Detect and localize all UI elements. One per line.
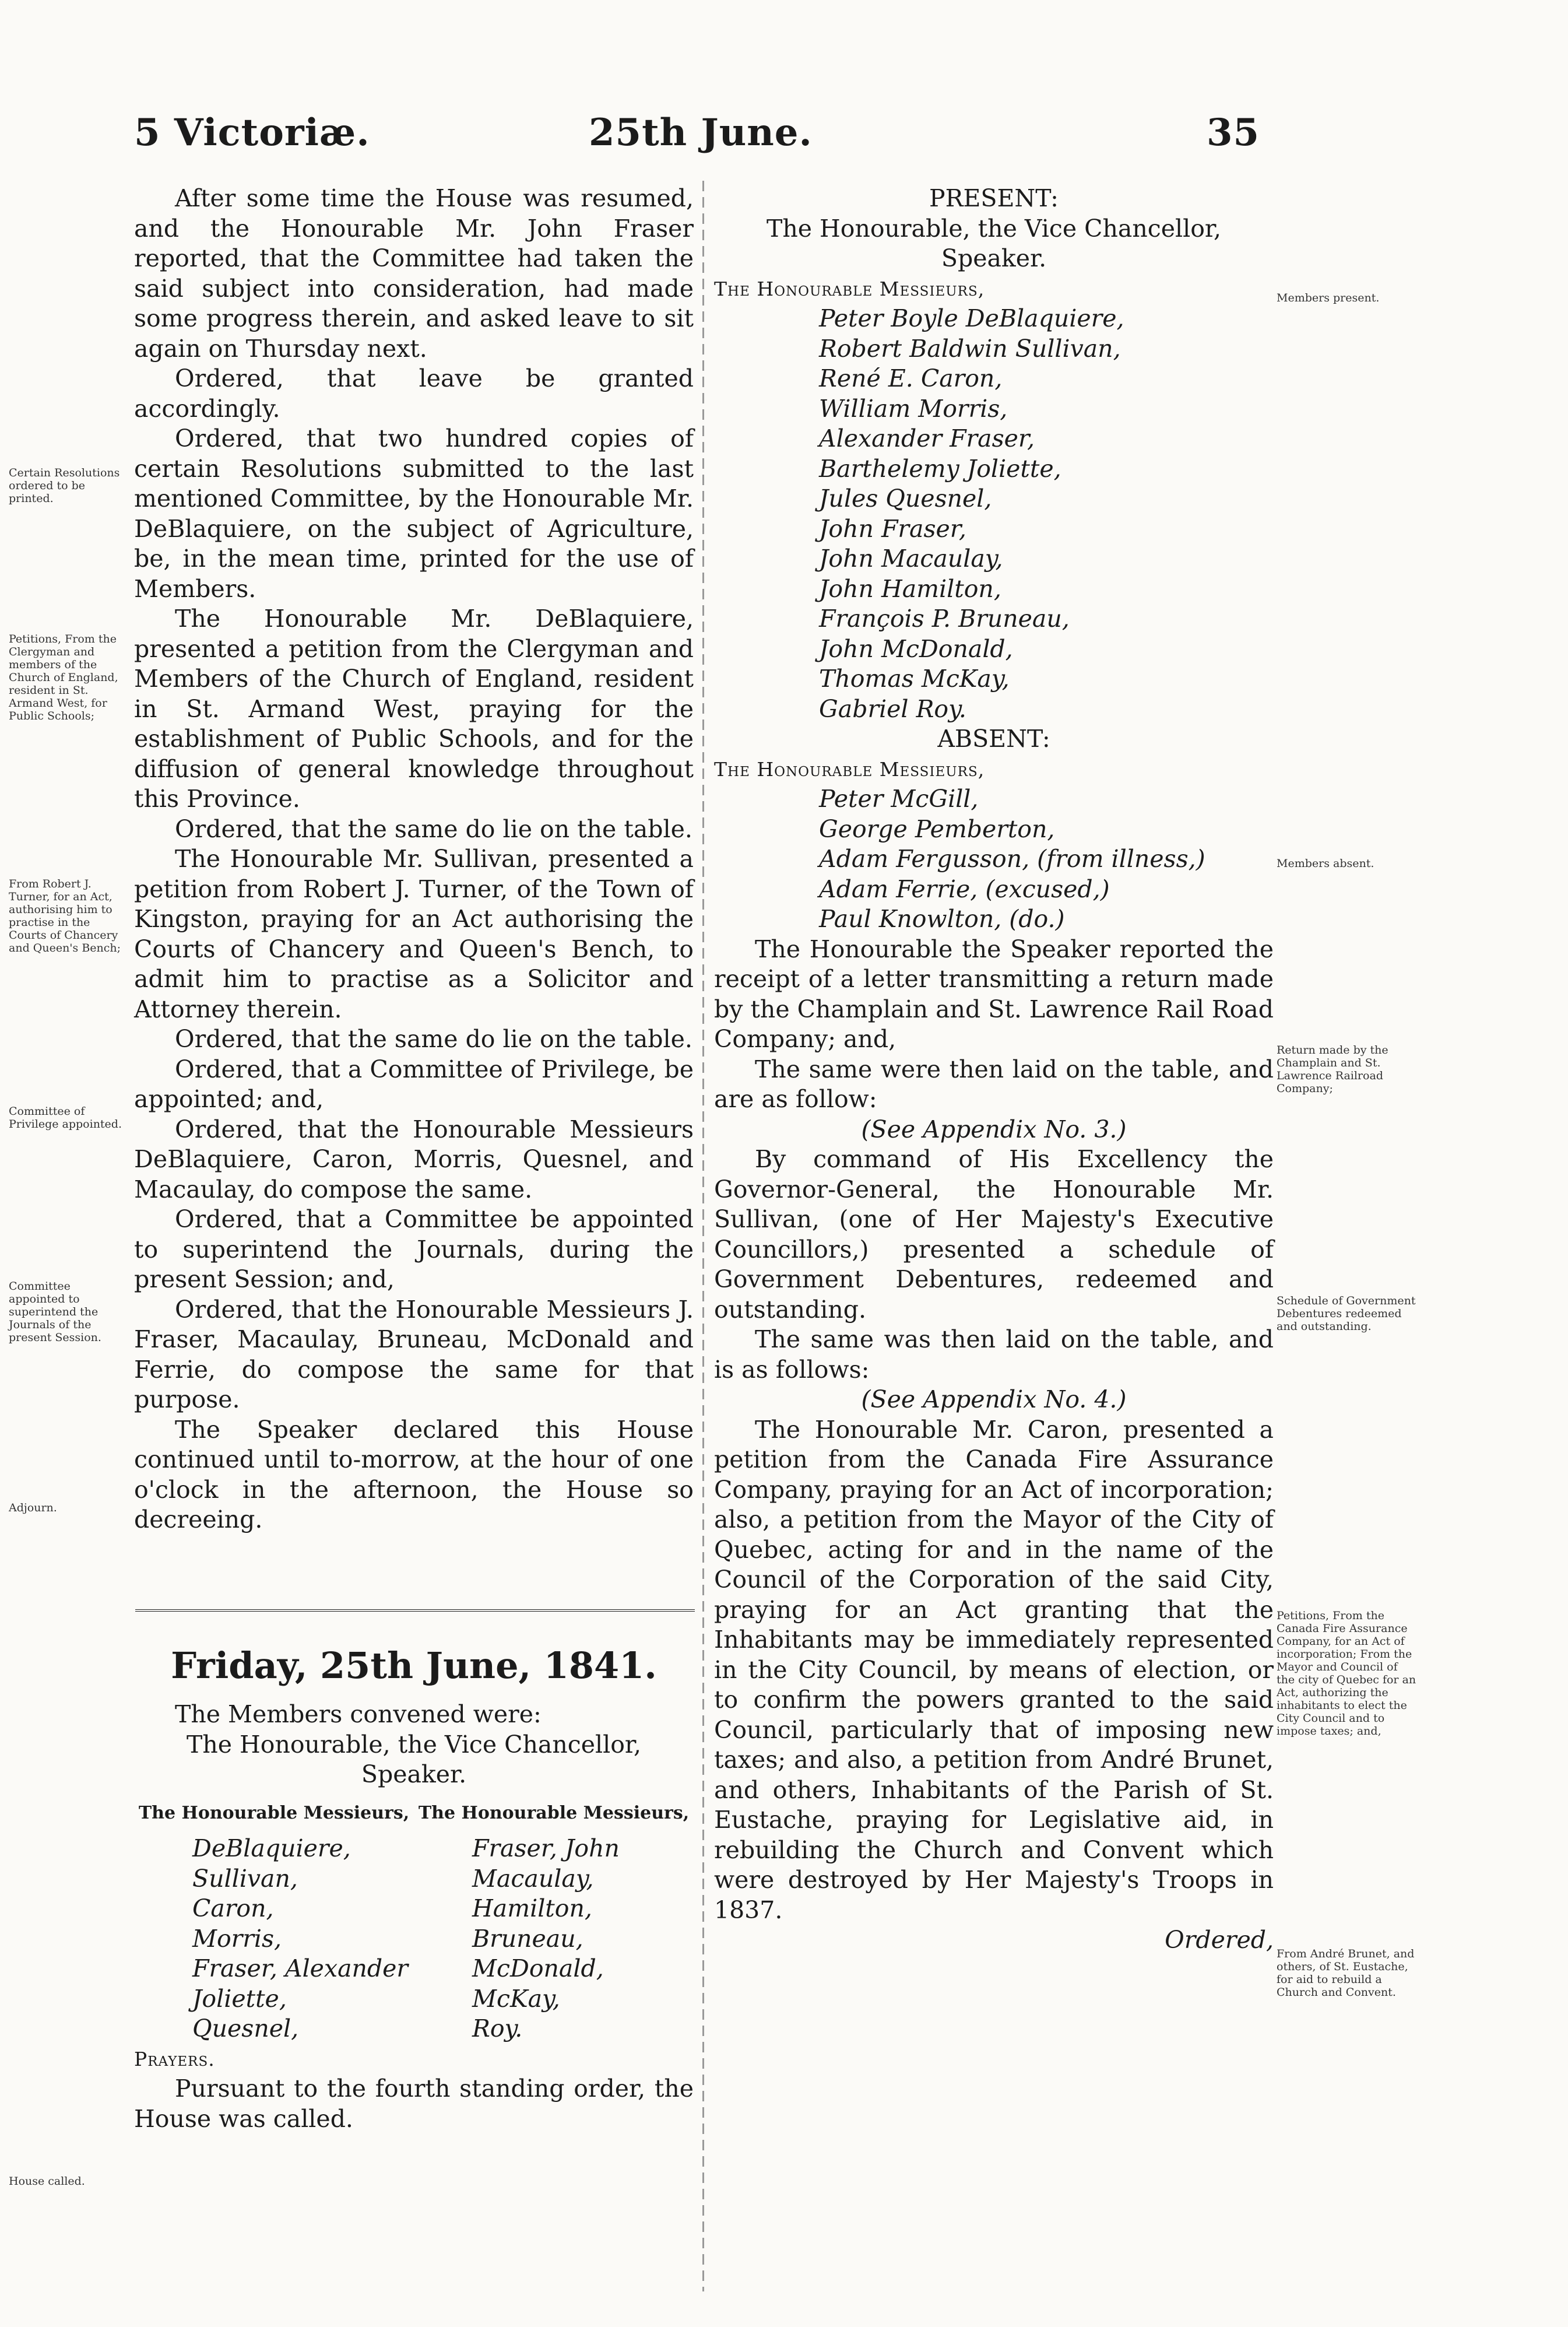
friday-section xyxy=(134,1700,694,2134)
member-name: John McDonald, xyxy=(819,634,1013,663)
member-name: Fraser, John xyxy=(472,1834,620,1862)
header-left: 5 Victoriæ. xyxy=(134,111,370,155)
margin-note: Certain Resolutions ordered to be printed. xyxy=(9,466,120,505)
member-name: Joliette, xyxy=(192,1984,287,2013)
messieurs-label: The Honourable Messieurs, xyxy=(714,757,985,781)
member-names xyxy=(134,1834,694,2044)
paragraph: The same was then laid on the table, and is as follows: xyxy=(714,1325,1274,1384)
speaker-line: The Honourable, the Vice Chancellor, Speaker. xyxy=(766,214,1222,272)
member-name: Paul Knowlton, (do.) xyxy=(819,905,1065,933)
member-name: Caron, xyxy=(192,1894,274,1922)
member-name: Macaulay, xyxy=(472,1864,594,1893)
paragraph: The Honourable the Speaker reported the receipt of a letter transmitting a return made by the Champlain and St. Lawrence Rail Road Company; and, xyxy=(714,935,1274,1053)
catchword: Ordered, xyxy=(1165,1926,1274,1954)
paragraph: By command of His Excellency the Governor-General, the Honourable Mr. Sullivan, (one of Her Majesty's Executive Councillors,) presented a schedule of Government Debentures, redeemed and outstanding. xyxy=(714,1145,1274,1324)
member-name: Fraser, Alexander xyxy=(192,1954,409,1982)
paragraph: The same were then laid on the table, and are as follow: xyxy=(714,1055,1274,1113)
margin-note: Return made by the Champlain and St. Lawrence Railroad Company; xyxy=(1277,1044,1388,1095)
member-name: Gabriel Roy. xyxy=(819,694,966,723)
margin-note: House called. xyxy=(9,2175,85,2188)
margin-note: Schedule of Government Debentures redeemed and outstanding. xyxy=(1277,1294,1416,1333)
col-header: The Honourable Messieurs, xyxy=(138,1802,410,1823)
paragraph: The Honourable Mr. Caron, presented a petition from the Canada Fire Assurance Company, praying for an Act of incorporation; also, a petition from the Mayor of the City of Quebec, acting for and in the name of the Council of the Corporation of the said City, praying for an Act granting that the Inhabitants may be immediately represented in the City Council, by means of election, or to confirm the powers granted to the said Council, particularly that of imposing new taxes; and also, a petition from André Brunet, and others, Inhabitants of the Parish of St. Eustache, praying for Legislative aid, in rebuilding the Church and Convent which were destroyed by Her Majesty's Troops in 1837. xyxy=(714,1415,1274,1924)
right-column xyxy=(714,184,1274,1956)
member-name: Adam Fergusson, (from illness,) xyxy=(819,845,1205,873)
appendix-ref: (See Appendix No. 3.) xyxy=(861,1115,1127,1143)
member-name: Thomas McKay, xyxy=(819,665,1010,693)
paragraph: Ordered, that the same do lie on the table. xyxy=(175,815,692,843)
day-heading: Friday, 25th June, 1841. xyxy=(171,1644,657,1687)
prayers-heading: Prayers. xyxy=(134,2047,215,2070)
member-name: George Pemberton, xyxy=(819,815,1055,843)
paragraph: Ordered, that the Honourable Messieurs DeBlaquiere, Caron, Morris, Quesnel, and Macaulay, do compose the same. xyxy=(134,1115,694,1203)
messieurs-headers xyxy=(134,1798,694,1828)
member-name: McKay, xyxy=(472,1984,560,2013)
margin-note: Committee appointed to superintend the Journals of the present Session. xyxy=(9,1280,101,1344)
paragraph: Ordered, that the Honourable Messieurs J. Fraser, Macaulay, Bruneau, McDonald and Ferrie, do compose the same for that purpose. xyxy=(134,1295,694,1413)
convened-line: The Members convened were: xyxy=(175,1700,542,1728)
paragraph: Ordered, that a Committee of Privilege, be appointed; and, xyxy=(134,1055,694,1113)
paragraph: After some time the House was resumed, and the Honourable Mr. John Fraser reported, that the Committee had taken the said subject into consideration, had made some progress therein, and asked leave to sit again on Thursday next. xyxy=(134,184,694,363)
member-name: René E. Caron, xyxy=(819,364,1003,392)
member-name: Alexander Fraser, xyxy=(819,424,1035,452)
member-name: McDonald, xyxy=(472,1954,604,1982)
margin-note: From André Brunet, and others, of St. Eustache, for aid to rebuild a Church and Convent. xyxy=(1277,1947,1415,1999)
member-name: Peter Boyle DeBlaquiere, xyxy=(819,304,1124,332)
paragraph: Ordered, that a Committee be appointed to superintend the Journals, during the present Session; and, xyxy=(134,1205,694,1293)
member-name: Robert Baldwin Sullivan, xyxy=(819,334,1121,363)
member-name: Quesnel, xyxy=(192,2014,299,2042)
margin-note: Adjourn. xyxy=(9,1501,57,1514)
member-name: John Hamilton, xyxy=(819,574,1001,603)
member-name: William Morris, xyxy=(819,394,1008,423)
paragraph: Ordered, that the same do lie on the table. xyxy=(175,1025,692,1053)
present-heading: PRESENT: xyxy=(929,184,1059,212)
absent-heading: ABSENT: xyxy=(937,725,1050,753)
page-number: 35 xyxy=(1207,111,1260,155)
messieurs-label: The Honourable Messieurs, xyxy=(714,277,985,300)
margin-note: Members absent. xyxy=(1277,857,1374,870)
margin-note: Petitions, From the Clergyman and members of the Church of England, resident in St. Armand West, for Public Schools; xyxy=(9,633,118,722)
margin-note: From Robert J. Turner, for an Act, authorising him to practise in the Courts of Chancery and Queen's Bench; xyxy=(9,878,121,954)
member-name: John Fraser, xyxy=(819,514,966,543)
member-name: Jules Quesnel, xyxy=(819,485,992,513)
speaker-line: The Honourable, the Vice Chancellor, Speaker. xyxy=(186,1730,642,1788)
member-name: Peter McGill, xyxy=(819,785,979,813)
member-name: Barthelemy Joliette, xyxy=(819,454,1061,483)
appendix-ref: (See Appendix No. 4.) xyxy=(861,1385,1127,1413)
member-name: John Macaulay, xyxy=(819,545,1003,573)
paragraph: The Speaker declared this House continued until to-morrow, at the hour of one o'clock in the afternoon, the House so decreeing. xyxy=(134,1415,694,1533)
paragraph: The Honourable Mr. Sullivan, presented a petition from Robert J. Turner, of the Town of Kingston, praying for an Act authorising the Courts of Chancery and Queen's Bench, to admit him to practise as a Solicitor and Attorney therein. xyxy=(134,845,694,1023)
member-name: DeBlaquiere, xyxy=(192,1834,351,1862)
member-name: Sullivan, xyxy=(192,1864,298,1893)
paragraph: Pursuant to the fourth standing order, the House was called. xyxy=(134,2075,694,2133)
paragraph: Ordered, that two hundred copies of certain Resolutions submitted to the last mentioned Committee, by the Honourable Mr. DeBlaquiere, on the subject of Agriculture, be, in the mean time, printed for the use of Members. xyxy=(134,424,694,603)
member-name: Morris, xyxy=(192,1924,282,1953)
paragraph: Ordered, that leave be granted accordingly. xyxy=(134,364,694,423)
member-name: Hamilton, xyxy=(472,1894,592,1922)
margin-note: Committee of Privilege appointed. xyxy=(9,1105,122,1131)
left-column xyxy=(134,184,694,1535)
member-name: François P. Bruneau, xyxy=(819,605,1070,633)
col-header: The Honourable Messieurs, xyxy=(418,1802,690,1823)
member-name: Roy. xyxy=(472,2014,523,2042)
member-name: Bruneau, xyxy=(472,1924,583,1953)
header-date: 25th June. xyxy=(589,111,813,155)
paragraph: The Honourable Mr. DeBlaquiere, presented a petition from the Clergyman and Members of the Church of England, resident in St. Armand West, praying for the establishment of Public Schools, and for the diffusion of general knowledge throughout this Province. xyxy=(134,605,694,813)
margin-note: Members present. xyxy=(1277,292,1380,304)
margin-note: Petitions, From the Canada Fire Assurance Company, for an Act of incorporation; From the Mayor and Council of the city of Quebec for an Act, authorizing the inhabitants to elect the City Council and to impose taxes; and, xyxy=(1277,1609,1416,1738)
section-divider xyxy=(135,1609,695,1612)
member-name: Adam Ferrie, (excused,) xyxy=(819,875,1110,903)
column-separator xyxy=(702,181,704,2291)
